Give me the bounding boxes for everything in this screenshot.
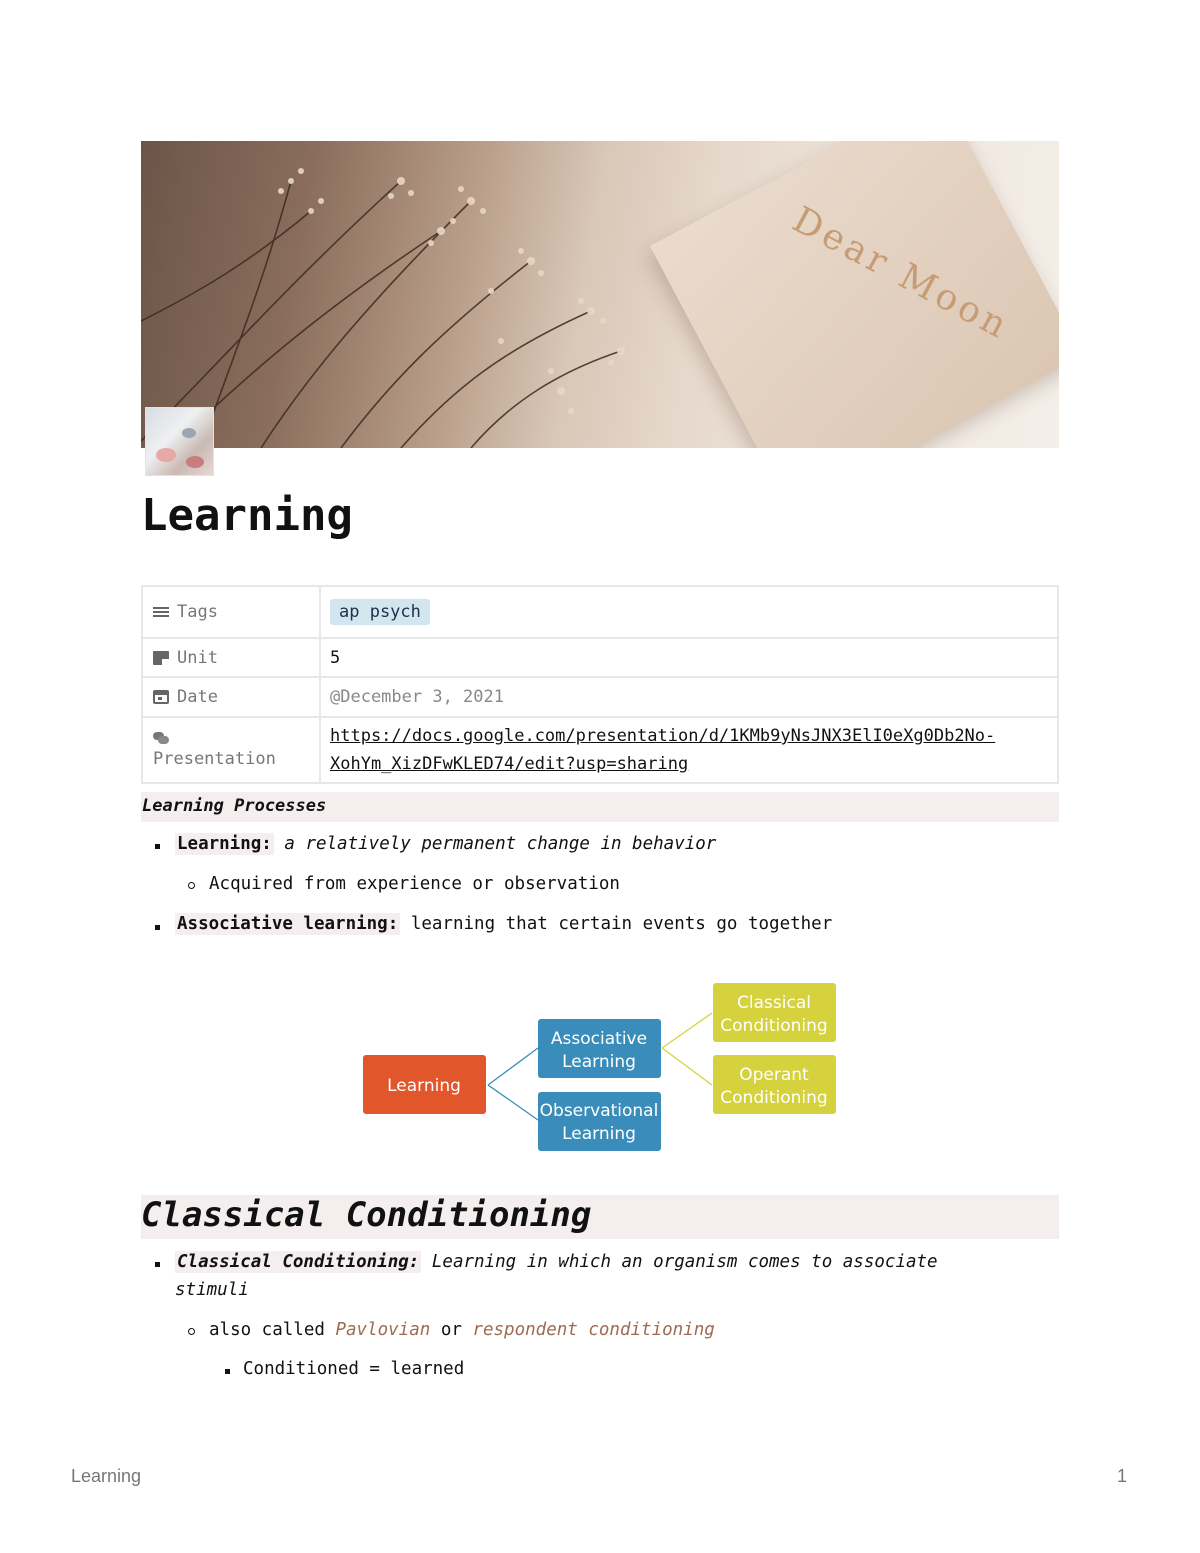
property-row-unit — [142, 638, 1058, 677]
page-title: Learning — [141, 490, 353, 541]
node-label: Associative — [550, 1029, 648, 1049]
section-heading-learning-processes: Learning Processes — [141, 792, 1059, 822]
list-icon — [153, 605, 169, 619]
number-icon — [153, 651, 169, 665]
sub-bullet-marker — [188, 1328, 195, 1335]
bullet-marker — [225, 1369, 230, 1374]
list-item-associative — [175, 914, 832, 934]
property-row-presentation — [142, 717, 1058, 783]
connector-line — [662, 1048, 712, 1085]
presentation-link[interactable]: https://docs.google.com/presentation/d/1KMb9yNsJNX3ElI0eXg0Db2No- XohYm_XizDFwKLED74/edit?usp=sharing — [330, 726, 996, 774]
learning-hierarchy-diagram — [355, 975, 845, 1160]
sub-sub-item-conditioned: Conditioned = learned — [243, 1359, 465, 1379]
definition-continuation: stimuli — [175, 1280, 249, 1300]
footer-page-number: 1 — [1117, 1466, 1128, 1486]
property-row-tags — [142, 586, 1058, 638]
sub-bullet-marker — [188, 882, 195, 889]
chat-icon — [153, 731, 169, 745]
definition-associative: learning that certain events go together — [410, 914, 833, 934]
term-pavlovian: Pavlovian — [335, 1320, 431, 1340]
node-label: Classical — [737, 993, 811, 1013]
connector-line — [488, 1085, 538, 1120]
term-classical-conditioning: Classical Conditioning: — [177, 1252, 420, 1272]
property-label-presentation: Presentation — [153, 749, 276, 769]
definition-learning: a relatively permanent change in behavior — [284, 834, 717, 854]
sub-item-acquired: Acquired from experience or observation — [209, 874, 620, 894]
sub-item-also-called: also called Pavlovian or respondent conditioning — [209, 1320, 715, 1340]
section-heading-classical-conditioning: Classical Conditioning — [141, 1195, 1059, 1239]
node-label: Conditioning — [720, 1016, 828, 1036]
node-label: Learning — [562, 1124, 636, 1144]
cover-image — [141, 141, 1059, 448]
list-item-classical-conditioning — [175, 1252, 938, 1272]
node-label: Learning — [562, 1052, 636, 1072]
properties-table — [141, 585, 1059, 784]
bullet-marker — [155, 925, 160, 930]
term-learning: Learning: — [177, 834, 272, 854]
node-label: Operant — [739, 1065, 809, 1085]
connector-line — [662, 1013, 712, 1048]
property-label-tags: Tags — [177, 602, 218, 622]
cover-book-title: Dear Moon — [785, 199, 1017, 348]
bullet-marker — [155, 1262, 160, 1267]
node-label: Learning — [387, 1076, 461, 1096]
node-label: Observational — [539, 1101, 659, 1121]
dried-flowers-illustration — [141, 141, 1059, 448]
property-label-date: Date — [177, 687, 218, 707]
property-row-date — [142, 677, 1058, 717]
term-associative: Associative learning: — [177, 914, 399, 934]
tag-chip[interactable]: ap psych — [330, 599, 430, 625]
bullet-marker — [155, 844, 160, 849]
node-label: Conditioning — [720, 1088, 828, 1108]
list-item-learning — [175, 834, 716, 854]
term-respondent-conditioning: respondent conditioning — [472, 1320, 715, 1340]
connector-line — [488, 1048, 538, 1085]
calendar-icon — [153, 690, 169, 704]
property-value-unit: 5 — [320, 638, 1058, 677]
footer-title: Learning — [71, 1466, 142, 1486]
property-label-unit: Unit — [177, 647, 218, 668]
definition-classical-conditioning: Learning in which an organism comes to associate — [431, 1252, 938, 1272]
property-value-date: @December 3, 2021 — [320, 677, 1058, 717]
page-icon-image — [145, 407, 214, 476]
